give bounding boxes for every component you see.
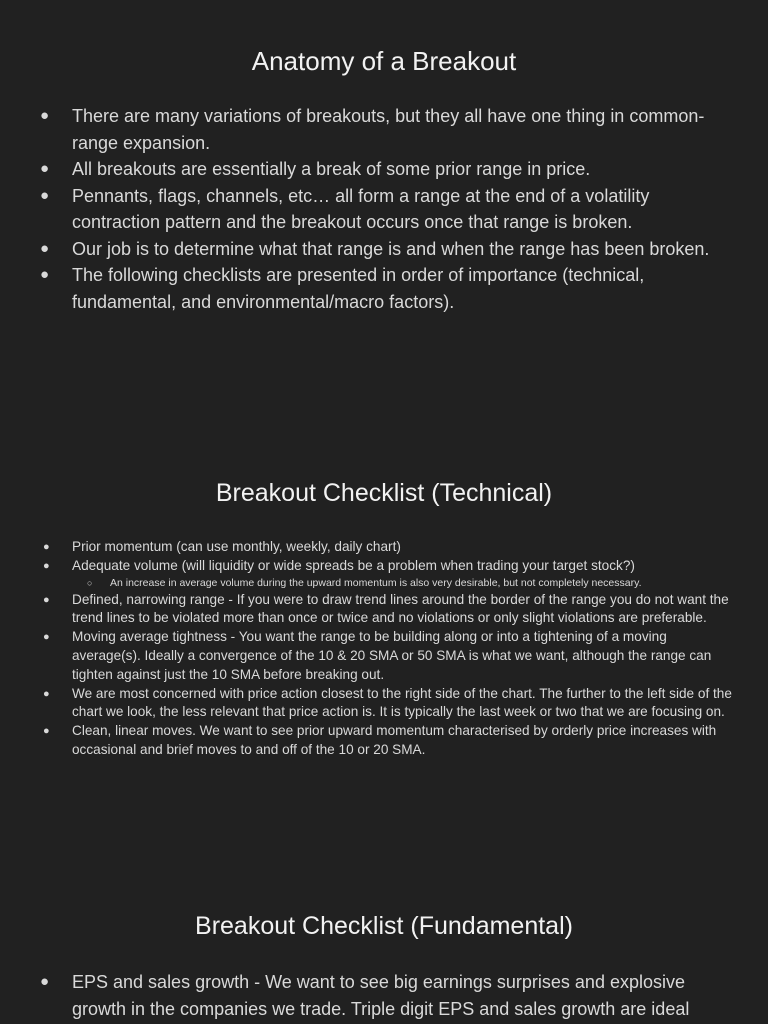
bullet-text: Our job is to determine what that range is and when the range has been broken.: [72, 238, 710, 259]
list-item: [40, 156, 742, 183]
bullet-text: EPS and sales growth - We want to see big earnings surprises and explosive growth in the companies we trade. Triple digit EPS and sales growth are ideal: [72, 972, 690, 1019]
list-item: [43, 722, 737, 760]
bullet-text: Prior momentum (can use monthly, weekly, daily chart): [72, 539, 401, 554]
list-item: [43, 685, 737, 723]
list-item: [40, 262, 742, 315]
list-item: [40, 183, 742, 236]
slide-title: Anatomy of a Breakout: [251, 46, 517, 76]
bullet-icon: ●: [43, 687, 50, 700]
slide-title: Breakout Checklist (Fundamental): [195, 912, 573, 940]
list-item: [43, 538, 737, 557]
slide-title: Breakout Checklist (Technical): [215, 479, 553, 507]
bullet-text: Clean, linear moves. We want to see prior upward momentum characterised by orderly price increases with occasional and brief moves to and off of the 10 or 20 SMA.: [72, 723, 717, 757]
list-item: [43, 628, 737, 684]
list-item: [40, 969, 742, 1022]
bullet-icon: ●: [43, 725, 50, 738]
bullet-icon: ●: [40, 973, 50, 990]
bullet-text: Moving average tightness - You want the range to be building along or into a tightening of a moving average(s). Ideally a convergence of the 10 & 20 SMA or 50 SMA is what we want, although the range can tighten against just the 10 SMA before breaking out.: [72, 629, 712, 682]
bullet-icon: ●: [40, 160, 50, 177]
bullet-text: All breakouts are essentially a break of some prior range in price.: [72, 159, 591, 179]
bullet-text: The following checklists are presented in order of importance (technical, fundamental, and environmental/macro factors).: [72, 265, 645, 312]
bullet-icon: ●: [43, 559, 50, 572]
bullet-text: Defined, narrowing range - If you were to draw trend lines around the border of the range you do not want the trend lines to be violated more than once or twice and no violations or only slight violations are preferable.: [72, 591, 729, 626]
bullet-text: Pennants, flags, channels, etc… all form a range at the end of a volatility contraction pattern and the breakout occurs once that range is broken.: [72, 185, 650, 232]
bullet-icon: ●: [43, 593, 50, 606]
list-item: [43, 557, 737, 591]
list-item: [40, 103, 742, 156]
bullet-icon: ●: [40, 239, 50, 257]
hollow-bullet-icon: ○: [87, 577, 93, 588]
list-item: [40, 236, 742, 263]
list-item: [43, 591, 737, 629]
bullet-icon: ●: [40, 266, 50, 283]
sub-list-item: [87, 576, 737, 591]
bullet-list: [40, 103, 742, 315]
bullet-icon: ●: [43, 631, 50, 644]
bullet-icon: ●: [40, 107, 50, 124]
sub-bullet-list: [72, 576, 737, 591]
bullet-list: [43, 538, 737, 760]
bullet-list: [40, 969, 742, 1022]
bullet-text: There are many variations of breakouts, but they all have one thing in common-range expansion.: [72, 106, 705, 153]
bullet-text: We are most concerned with price action closest to the right side of the chart. The further to the left side of the chart we look, the less relevant that price action is. It is typically the last week or two that we are focusing on.: [72, 685, 732, 720]
bullet-text: Adequate volume (will liquidity or wide spreads be a problem when trading your target stock?): [72, 557, 635, 573]
sub-bullet-text: An increase in average volume during the upward momentum is also very desirable, but not completely necessary.: [110, 576, 642, 589]
bullet-icon: ●: [40, 186, 50, 204]
bullet-icon: ●: [43, 541, 50, 553]
